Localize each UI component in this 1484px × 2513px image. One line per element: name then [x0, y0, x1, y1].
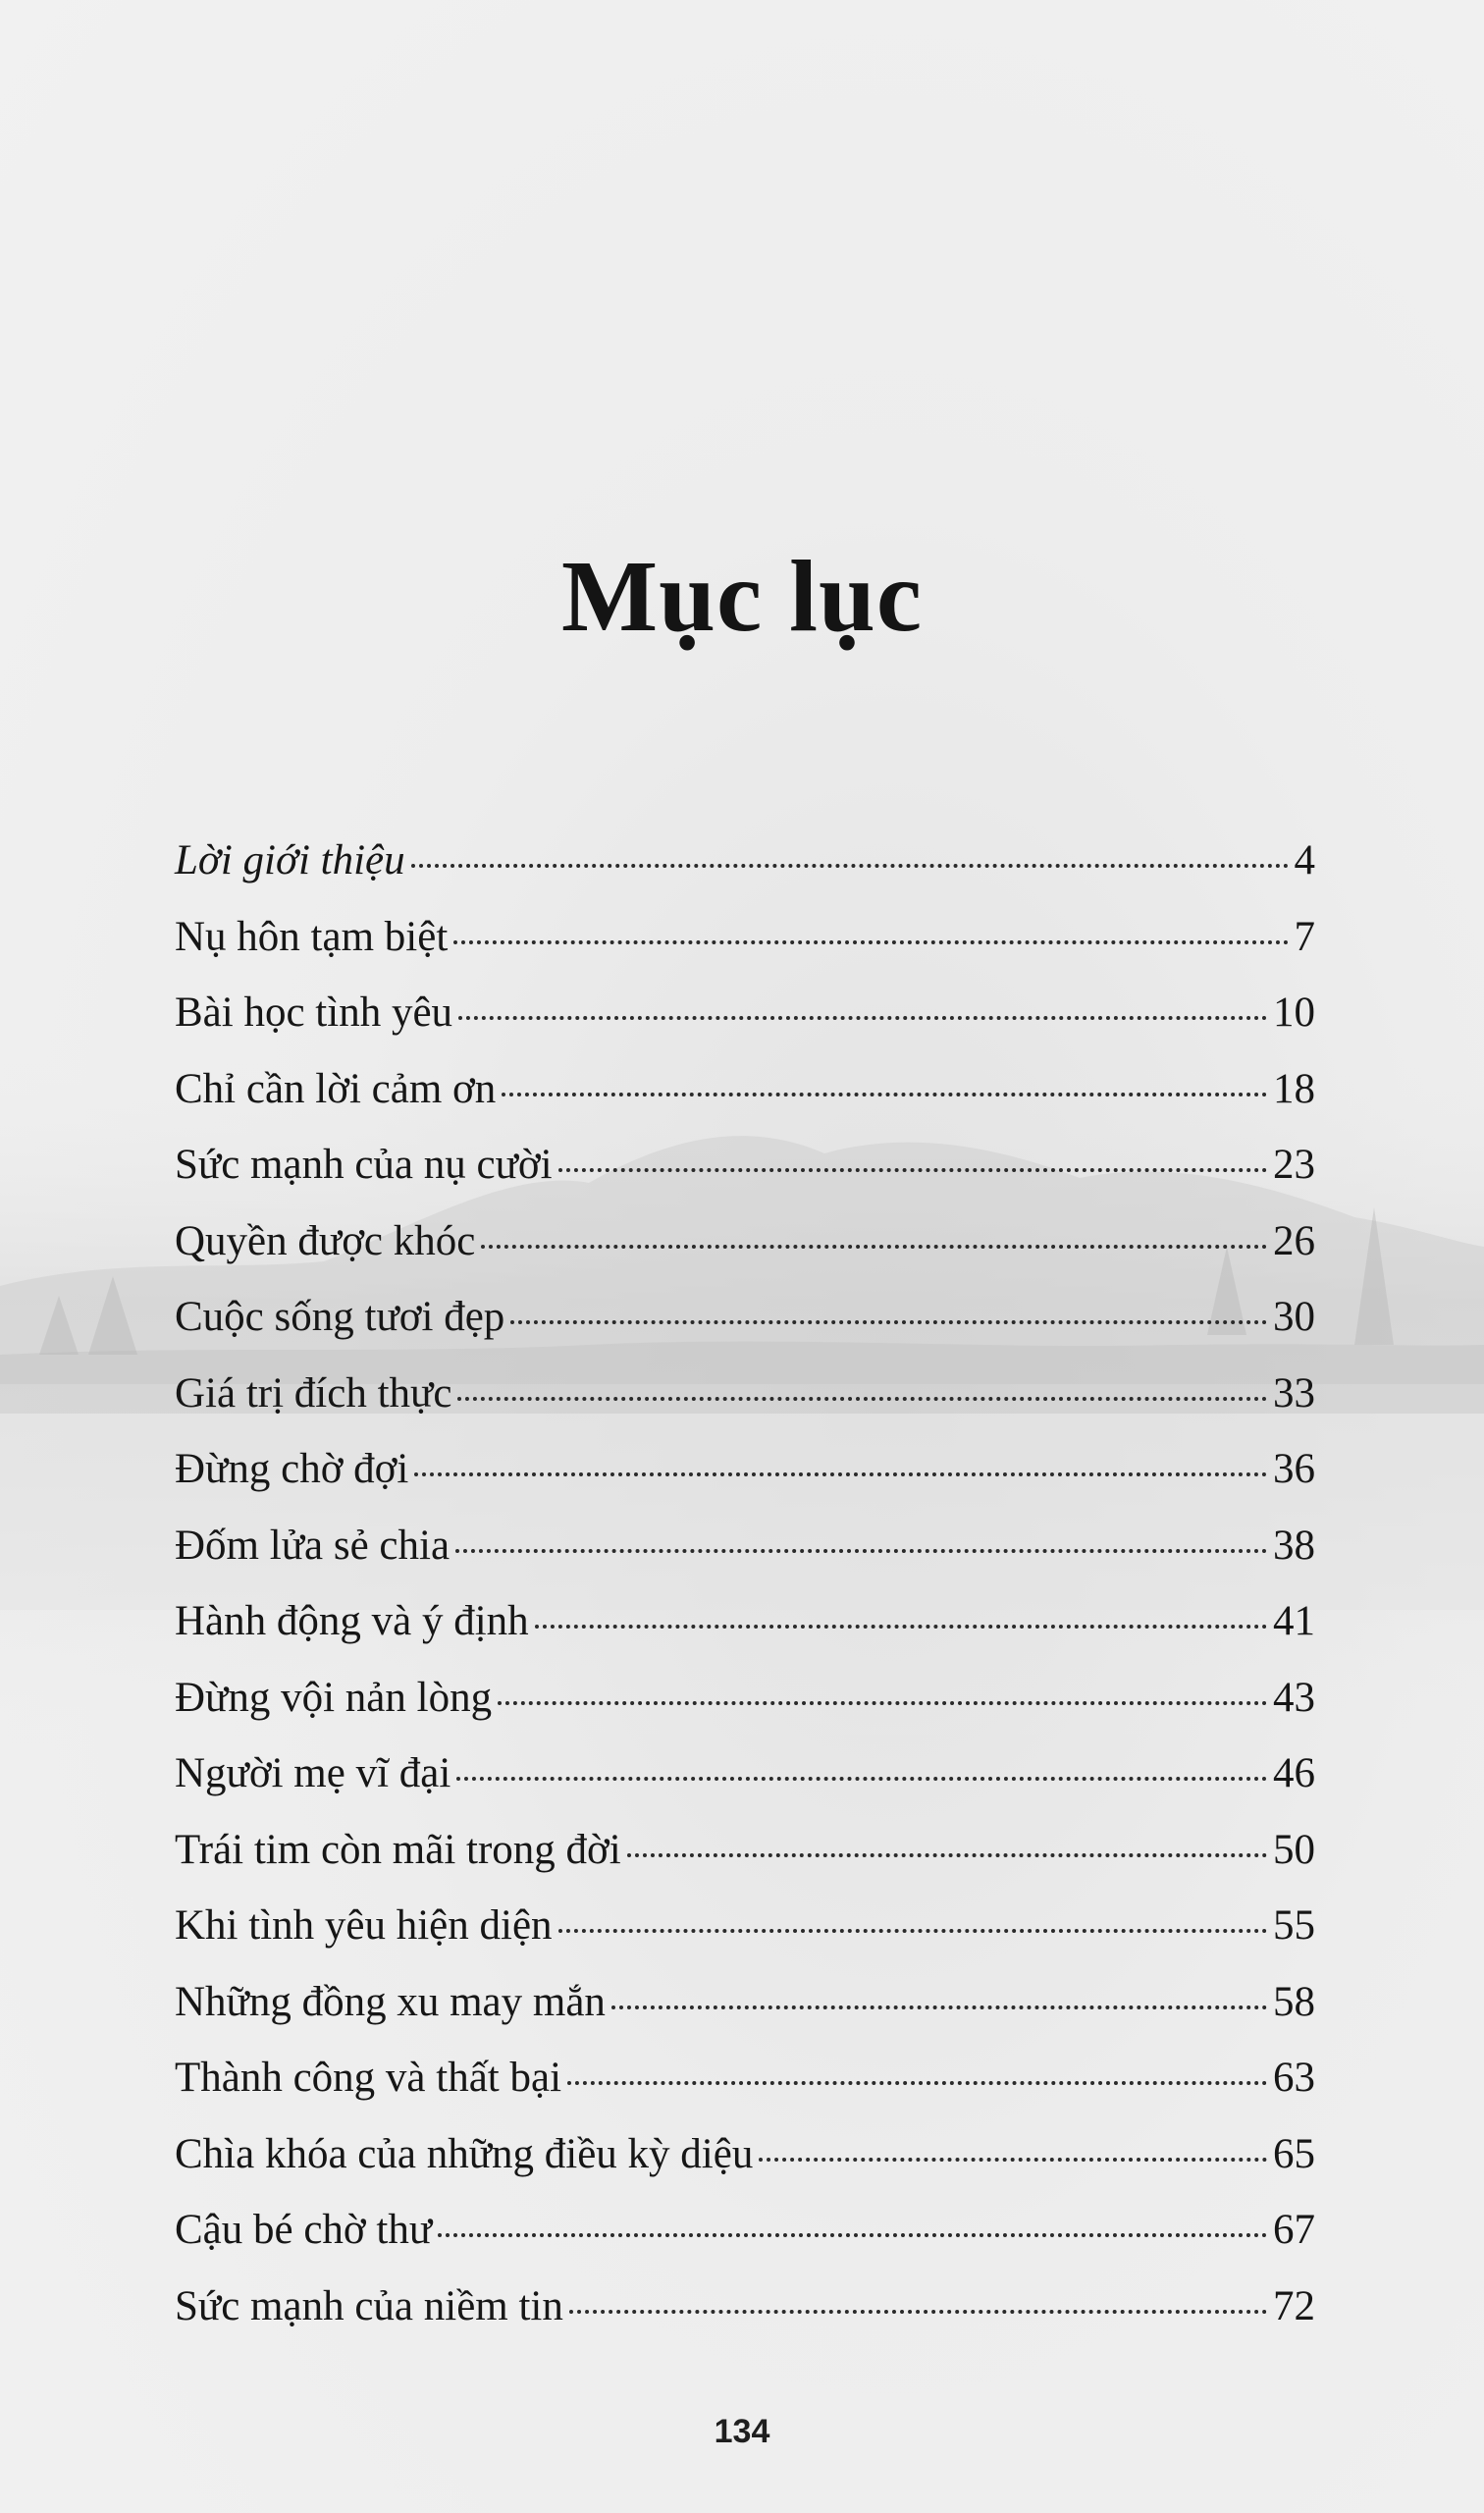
- toc-entry: [175, 1203, 1315, 1280]
- toc-entry: [175, 2116, 1315, 2193]
- dot-leader: [567, 2081, 1267, 2085]
- toc-entry-title: Đừng chờ đợi: [175, 1446, 409, 1492]
- toc-entry: [175, 1812, 1315, 1889]
- toc-entry-title: Quyền được khóc: [175, 1217, 476, 1264]
- dot-leader: [481, 1245, 1267, 1249]
- toc-entry-page: 50: [1273, 1826, 1315, 1873]
- dot-leader: [558, 1168, 1267, 1172]
- toc-entry-title: Bài học tình yêu: [175, 989, 453, 1036]
- toc-entry-title: Thành công và thất bại: [175, 2055, 562, 2101]
- toc-entry-page: 30: [1273, 1294, 1315, 1340]
- toc-entry-page: 33: [1273, 1369, 1315, 1417]
- toc-entry: [175, 975, 1315, 1051]
- dot-leader: [611, 2005, 1267, 2009]
- dot-leader: [411, 864, 1289, 868]
- toc-entry-page: 7: [1294, 913, 1315, 960]
- toc-entry: [175, 1051, 1315, 1128]
- toc-entry-title: Người mẹ vĩ đại: [175, 1750, 451, 1796]
- toc-entry-page: 41: [1273, 1598, 1315, 1644]
- toc-entry-page: 72: [1273, 2282, 1315, 2329]
- dot-leader: [759, 2158, 1267, 2162]
- dot-leader: [502, 1093, 1267, 1096]
- toc-entry: [175, 1736, 1315, 1812]
- dot-leader: [456, 1777, 1267, 1781]
- toc-entry: [175, 1508, 1315, 1584]
- toc-entry: [175, 1279, 1315, 1356]
- toc-entry: [175, 1356, 1315, 1432]
- toc-entry-title: Đừng vội nản lòng: [175, 1674, 493, 1721]
- toc-entry-title: Chìa khóa của những điều kỳ diệu: [175, 2130, 754, 2177]
- toc-entry-page: 67: [1273, 2207, 1315, 2253]
- toc-entry-page: 36: [1273, 1446, 1315, 1492]
- toc-entry-page: 55: [1273, 1902, 1315, 1949]
- toc-entry-title: Những đồng xu may mắn: [175, 1978, 606, 2025]
- dot-leader: [453, 940, 1288, 944]
- toc-entry-page: 46: [1273, 1750, 1315, 1796]
- dot-leader: [627, 1853, 1267, 1857]
- toc-entry-page: 10: [1273, 989, 1315, 1036]
- dot-leader: [414, 1472, 1267, 1476]
- toc-entry-page: 65: [1273, 2130, 1315, 2177]
- toc-entry-page: 26: [1273, 1217, 1315, 1264]
- toc-entry-page: 4: [1294, 837, 1315, 883]
- toc-entry-title: Lời giới thiệu: [175, 837, 405, 883]
- dot-leader: [535, 1625, 1267, 1629]
- toc-entry-title: Cậu bé chờ thư: [175, 2207, 433, 2253]
- dot-leader: [457, 1397, 1267, 1401]
- toc-entry: [175, 1583, 1315, 1660]
- toc-entry-page: 58: [1273, 1978, 1315, 2025]
- toc-entry-title: Đốm lửa sẻ chia: [175, 1522, 450, 1569]
- toc-entry: [175, 823, 1315, 899]
- page-number: 134: [714, 2413, 770, 2450]
- toc-entry: [175, 1964, 1315, 2041]
- toc-entry-title: Giá trị đích thực: [175, 1369, 452, 1417]
- toc-entry-title: Sức mạnh của niềm tin: [175, 2282, 563, 2329]
- toc-entry-title: Chỉ cần lời cảm ơn: [175, 1065, 497, 1112]
- toc-entry-title: Sức mạnh của nụ cười: [175, 1142, 553, 1188]
- toc-entry: [175, 1431, 1315, 1508]
- dot-leader: [558, 1929, 1267, 1933]
- toc-entry-page: 38: [1273, 1522, 1315, 1569]
- toc-entry: [175, 1127, 1315, 1203]
- toc-entry-page: 18: [1273, 1065, 1315, 1112]
- dot-leader: [458, 1016, 1267, 1020]
- toc-entry: [175, 2040, 1315, 2116]
- toc-entry-title: Nụ hôn tạm biệt: [175, 913, 449, 960]
- toc-entry: [175, 1888, 1315, 1964]
- toc-entry: [175, 2269, 1315, 2345]
- toc-entry-title: Trái tim còn mãi trong đời: [175, 1826, 621, 1873]
- toc-entry-title: Cuộc sống tươi đẹp: [175, 1294, 505, 1340]
- page-title: Mục lục: [560, 539, 924, 653]
- bleed-through-text: [172, 257, 1320, 807]
- toc-entry: [175, 899, 1315, 976]
- toc-entry-page: 43: [1273, 1674, 1315, 1721]
- dot-leader: [455, 1549, 1267, 1553]
- dot-leader: [438, 2233, 1267, 2237]
- toc-entry: [175, 1660, 1315, 1737]
- toc-entry-title: Khi tình yêu hiện diện: [175, 1902, 553, 1949]
- toc-entry-page: 23: [1273, 1142, 1315, 1188]
- toc-entry-title: Hành động và ý định: [175, 1598, 529, 1644]
- table-of-contents: [175, 823, 1315, 2344]
- dot-leader: [498, 1701, 1267, 1705]
- dot-leader: [510, 1320, 1267, 1324]
- toc-entry-page: 63: [1273, 2055, 1315, 2101]
- dot-leader: [569, 2310, 1267, 2314]
- toc-entry: [175, 2192, 1315, 2269]
